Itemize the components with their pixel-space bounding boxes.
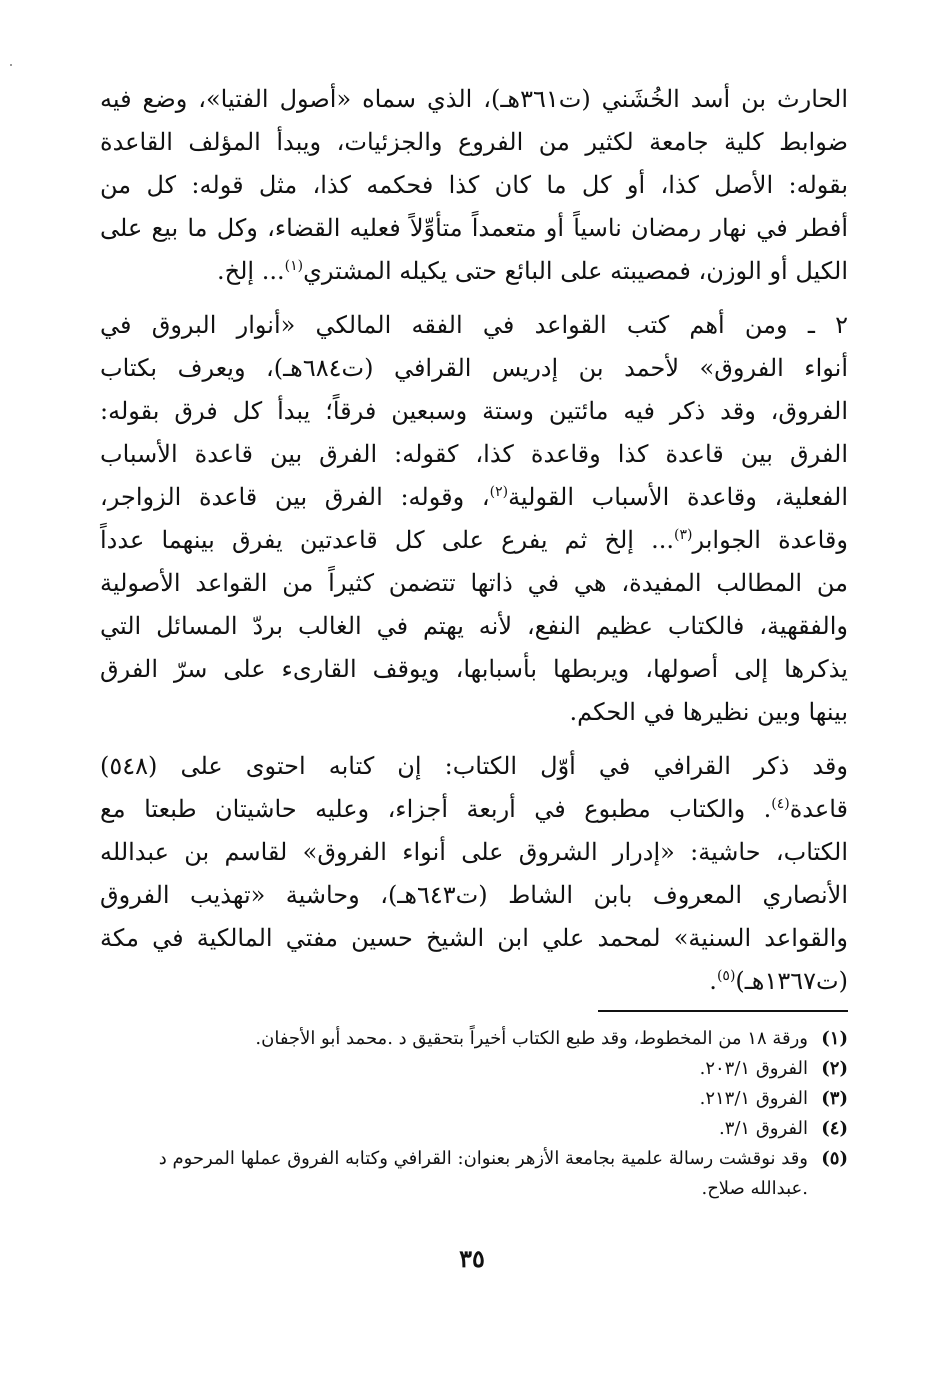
text-line [100, 476, 848, 519]
text-line: الحارث بن أسد الخُشَني (ت٣٦١هـ)، الذي سماه «أصول الفتيا»، وضع فيه [100, 85, 848, 113]
text-line: أنواء الفروق» لأحمد بن إدريس القرافي (ت٦٨٤هـ)، ويعرف بكتاب [100, 354, 848, 382]
text-segment: الفعلية، وقاعدة الأسباب القولية [508, 483, 848, 511]
footnote-text: ورقة ١٨ من المخطوط، وقد طبع الكتاب أخيراً بتحقيق د .محمد أبو الأجفان. [255, 1028, 808, 1049]
text-line: يذكرها إلى أصولها، ويربطها بأسبابها، ويوقف القارىء على سرّ الفرق [100, 655, 848, 683]
paragraph-3 [100, 745, 848, 1003]
text-line: ضوابط كلية جامعة لكثير من الفروع والجزئيات، ويبدأ المؤلف القاعدة [100, 128, 848, 156]
text-segment: وقاعدة الجوابر [692, 526, 848, 554]
text-line [100, 960, 848, 1003]
footnote-item [100, 1084, 848, 1114]
text-line: الفروق، وقد ذكر فيه مائتين وستة وسبعين فرقاً؛ يبدأ كل فرق بقوله: [100, 397, 848, 425]
text-line: الفرق بين قاعدة كذا وقاعدة كذا، كقوله: الفرق بين قاعدة الأسباب [100, 440, 848, 468]
text-segment: ... إلخ ثم يفرع على كل قاعدتين يفرق بينهما عدداً [100, 526, 675, 554]
footnote-ref: (٥) [716, 968, 736, 984]
text-line: أفطر في نهار رمضان ناسياً أو متعمداً متأوِّلاً فعليه القضاء، وكل ما بيع على [100, 214, 848, 242]
paragraph-1 [100, 78, 848, 293]
paragraph-2 [100, 304, 848, 734]
footnote-ref: (٣) [674, 527, 693, 543]
text-line [100, 250, 848, 293]
footnotes [100, 1024, 848, 1204]
text-segment: . والكتاب مطبوع في أربعة أجزاء، وعليه حاشيتان طبعتا مع [100, 795, 772, 823]
text-segment: ، وقوله: الفرق بين قاعدة الزواجر، [100, 483, 490, 511]
footnote-item [100, 1144, 848, 1204]
text-line: بينها وبين نظيرها في الحكم. [569, 698, 848, 726]
text-line [100, 519, 848, 562]
footnote-item [100, 1024, 848, 1054]
text-segment: الكيل أو الوزن، فمصيبته على البائع حتى يكيله المشتري [303, 257, 848, 285]
footnote-text: وقد نوقشت رسالة علمية بجامعة الأزهر بعنوان: القرافي وكتابه الفروق عملها المرحوم د .عبدالله صلاح. [158, 1148, 808, 1199]
text-line: من المطالب المفيدة، هي في ذاتها تتضمن كثيراً من القواعد الأصولية [100, 569, 848, 597]
footnote-number: (٥) [821, 1148, 848, 1169]
text-line: الأنصاري المعروف بابن الشاط (ت٦٤٣هـ)، وحاشية «تهذيب الفروق [100, 881, 849, 909]
text-line: بقوله: الأصل كذا، أو كل ما كان كذا فحكمه كذا، مثل قوله: كل من [100, 171, 848, 199]
body-text [100, 78, 848, 1003]
footnote-ref: (١) [284, 258, 304, 274]
text-line: والقواعد السنية» لمحمد علي ابن الشيخ حسين مفتي المالكية في مكة [100, 924, 848, 952]
text-line: والفقهية، فالكتاب عظيم النفع، لأنه يهتم في الغالب بردّ المسائل التي [100, 612, 848, 640]
footnote-item [100, 1114, 848, 1144]
text-line: ٢ ـ ومن أهم كتب القواعد في الفقه المالكي «أنوار البروق في [100, 311, 849, 339]
text-segment: قاعدة [789, 795, 848, 823]
footnote-number: (٢) [821, 1058, 848, 1079]
footnote-text: الفروق ٢١٣/١. [699, 1088, 808, 1109]
text-segment: ... إلخ. [217, 257, 285, 285]
scan-speck [10, 64, 12, 66]
footnote-ref: (٤) [771, 796, 790, 812]
footnote-text: الفروق ٢٠٣/١. [699, 1058, 808, 1079]
footnote-number: (١) [821, 1028, 848, 1049]
page-number: ٣٥ [459, 1244, 485, 1273]
footnote-number: (٤) [821, 1118, 848, 1139]
text-segment: . [709, 967, 717, 995]
text-line: الكتاب، حاشية: «إدرار الشروق على أنواء الفروق» لقاسم بن عبدالله [100, 838, 848, 866]
text-line: وقد ذكر القرافي في أوّل الكتاب: إن كتابه احتوى على (٥٤٨) [100, 752, 848, 780]
footnote-ref: (٢) [489, 484, 509, 500]
footnote-text: الفروق ٣/١. [718, 1118, 808, 1139]
text-line [100, 788, 848, 831]
footnote-number: (٣) [821, 1088, 848, 1109]
footnote-divider [598, 1010, 848, 1012]
text-segment: (ت١٣٦٧هـ) [735, 967, 848, 995]
footnote-item [100, 1054, 848, 1084]
